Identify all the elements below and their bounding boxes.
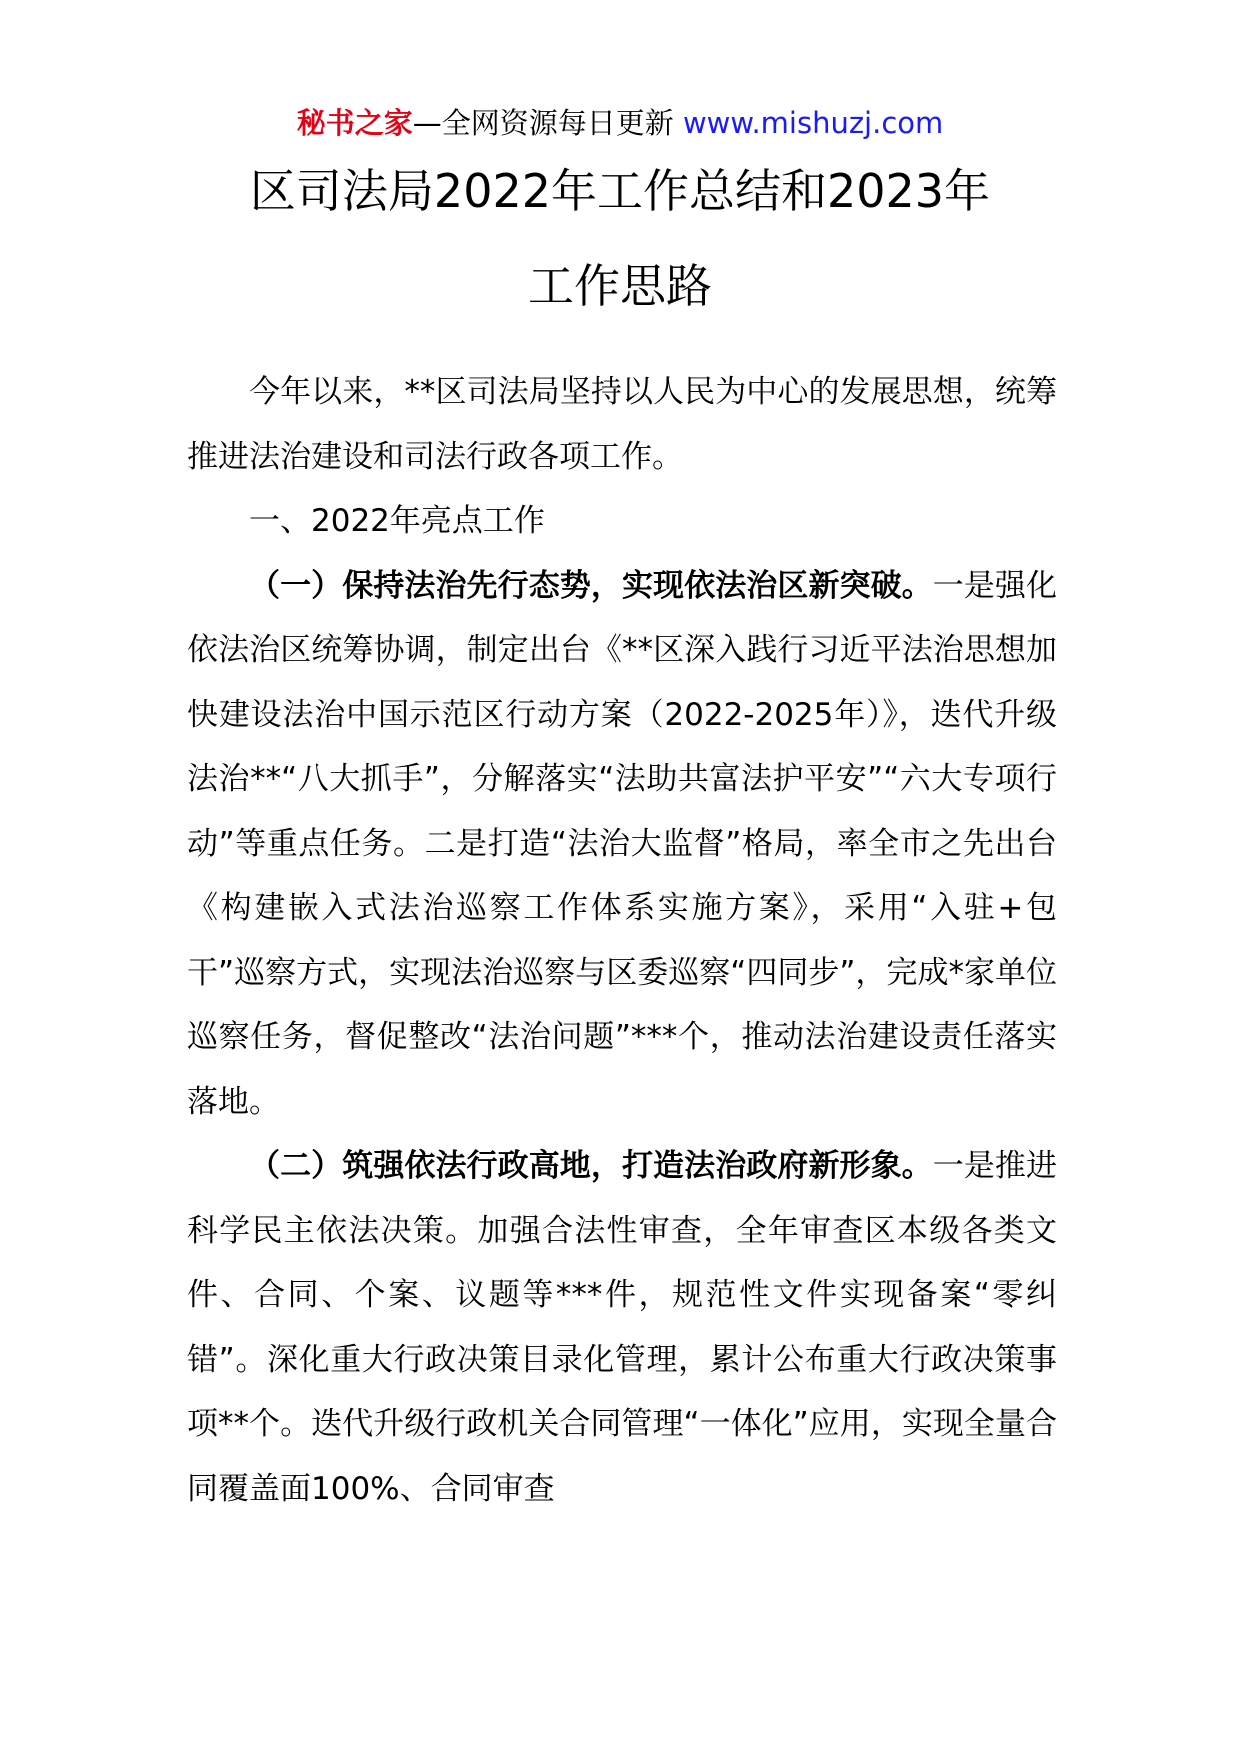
site-header: [0, 103, 1240, 143]
document-body: [187, 360, 1057, 1521]
item-2-text: 一是推进科学民主依法决策。加强合法性审查，全年审查区本级各类文件、合同、个案、议题等***件，规范性文件实现备案“零纠错”。深化重大行政决策目录化管理，累计公布重大行政决策事项**个。迭代升级行政机关合同管理“一体化”应用，实现全量合同覆盖面100%、合同审查: [187, 1148, 1058, 1507]
site-url: www.mishuzj.com: [682, 106, 944, 140]
document-title-line-2: 工作思路: [528, 259, 712, 313]
item-1-text: 一是强化依法治区统筹协调，制定出台《**区深入践行习近平法治思想加快建设法治中国示范区行动方案（2022-2025年）》，迭代升级法治**“八大抓手”，分解落实“法助共富法护平安”“六大专项行动”等重点任务。二是打造“法治大监督”格局，率全市之先出台《构建嵌入式法治巡察工作体系实施方案》，采用“入驻+包干”巡察方式，实现法治巡察与区委巡察“四同步”，完成*家单位巡察任务，督促整改“法治问题”***个，推动法治建设责任落实落地。: [187, 567, 1058, 1120]
intro-paragraph: 今年以来，**区司法局坚持以人民为中心的发展思想，统筹推进法治建设和司法行政各项工作。: [187, 374, 1057, 475]
item-2-lead: （二）筑强依法行政高地，打造法治政府新形象。: [249, 1148, 933, 1184]
item-1-lead: （一）保持法治先行态势，实现依法治区新突破。: [249, 567, 933, 604]
section-heading: 一、2022年亮点工作: [249, 503, 545, 539]
brand-name: 秘书之家: [296, 106, 413, 140]
header-tagline: —全网资源每日更新: [412, 106, 674, 140]
document-title-line-1: 区司法局2022年工作总结和2023年: [249, 164, 991, 218]
item-1-paragraph: [187, 554, 1057, 1135]
item-2-paragraph: [187, 1134, 1057, 1521]
